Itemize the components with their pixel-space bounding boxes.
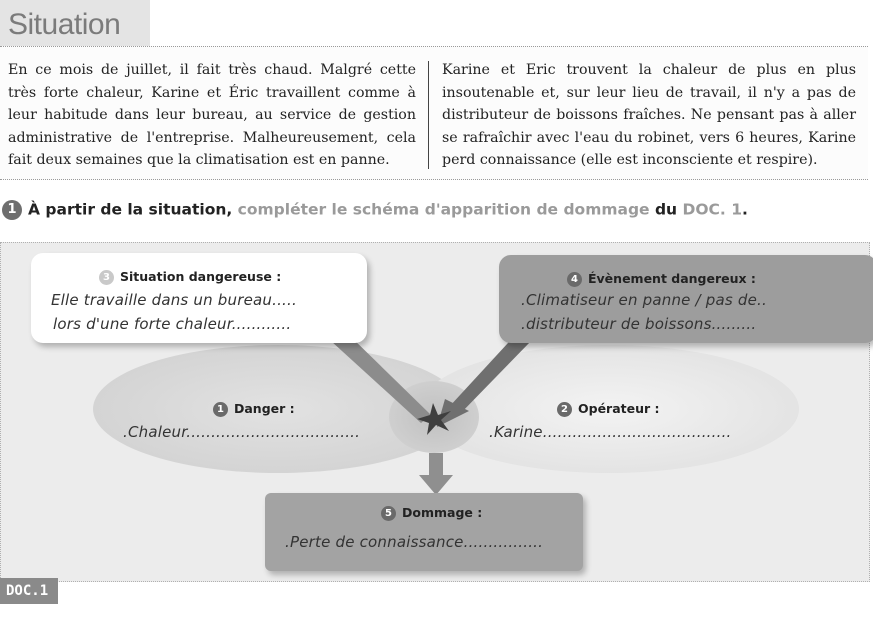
question-part-e: . <box>742 200 748 219</box>
situation-text-right: Karine et Eric trouvent la chaleur de plus en plus insoutenable et, sur leur lieu de travail, il n'y a pas de distributeur de boissons fraîches. Ne pensant pas à aller se rafraîchir avec l'eau du robinet, vers 6 heures, Karine perd connaissance (elle est inconsciente et respire). <box>442 62 856 168</box>
situation-title: Situation <box>8 8 121 41</box>
question <box>2 200 748 220</box>
question-part-b: compléter le schéma d'apparition de dommage <box>237 200 650 219</box>
question-part-a: À partir de la situation, <box>28 200 238 219</box>
down-arrow-shaft <box>429 453 443 475</box>
dommage-title: Dommage : <box>402 505 483 520</box>
danger-label <box>213 401 295 417</box>
situation-dangereuse-line2: lors d'une forte chaleur............ <box>53 315 292 333</box>
operateur-value: .Karine...................................... <box>489 423 732 441</box>
situation-arrow <box>331 333 431 423</box>
dommage-box <box>265 493 583 571</box>
badge-1: 1 <box>213 402 228 417</box>
operateur-label <box>557 401 660 417</box>
situation-dangereuse-title: Situation dangereuse : <box>120 269 282 284</box>
evenement-dangereux-line1: .Climatiseur en panne / pas de.. <box>521 291 767 309</box>
evenement-dangereux-title: Évènement dangereux : <box>588 271 756 286</box>
evenement-dangereux-line2: .distributeur de boissons......... <box>521 315 757 333</box>
badge-5: 5 <box>381 506 396 521</box>
doc-tag <box>0 578 58 604</box>
damage-diagram <box>0 242 870 582</box>
evenement-dangereux-label <box>567 271 756 287</box>
danger-value: .Chaleur................................... <box>123 423 361 441</box>
question-number-badge: 1 <box>2 200 22 220</box>
danger-title: Danger : <box>234 401 295 416</box>
question-doc-ref: DOC. 1 <box>682 200 742 219</box>
event-arrow <box>449 331 531 415</box>
situation-box <box>0 46 868 180</box>
down-arrow-head <box>419 475 453 495</box>
column-separator <box>428 61 429 169</box>
evenement-dangereux-box <box>499 255 873 343</box>
badge-2: 2 <box>557 402 572 417</box>
situation-dangereuse-label <box>99 269 281 285</box>
situation-header <box>0 0 150 46</box>
doc-label: DOC.1 <box>6 583 49 599</box>
dommage-value: .Perte de connaissance................ <box>285 533 544 551</box>
situation-text-left: En ce mois de juillet, il fait très chaud. Malgré cette très forte chaleur, Karine et Éric travaillent comme à leur habitude dans leur bureau, au service de gestion administrative de l'entreprise. Malheureusement, cela fait deux semaines que la climatisation est en panne. <box>8 62 416 168</box>
badge-3: 3 <box>99 270 114 285</box>
situation-dangereuse-box <box>31 253 367 343</box>
situation-dangereuse-line1: Elle travaille dans un bureau..... <box>51 291 297 309</box>
dommage-label <box>381 505 482 521</box>
operateur-title: Opérateur : <box>578 401 660 416</box>
badge-4: 4 <box>567 272 582 287</box>
question-part-c: du <box>649 200 683 219</box>
